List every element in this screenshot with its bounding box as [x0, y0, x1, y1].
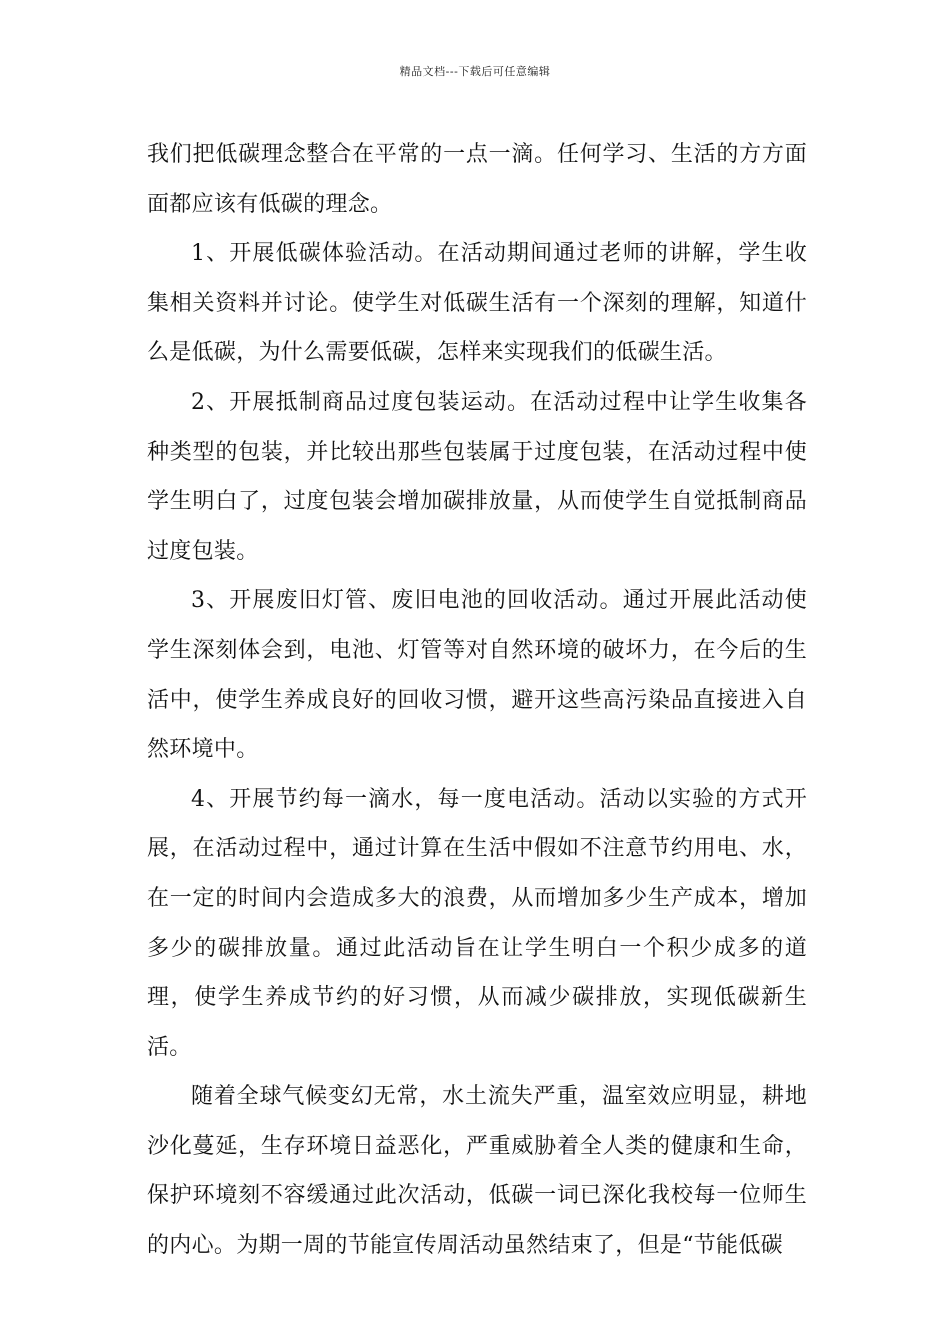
page-header: 精品文档---下载后可任意编辑: [399, 65, 551, 78]
paragraph-item-3: 3、开展废旧灯管、废旧电池的回收活动。通过开展此活动使学生深刻体会到，电池、灯管等对自然环境的破坏力，在今后的生活中，使学生养成良好的回收习惯，避开这些高污染品直接进入自然环境中。: [147, 588, 807, 763]
paragraph-intro: 我们把低碳理念整合在平常的一点一滴。任何学习、生活的方方面面都应该有低碳的理念。: [147, 142, 807, 217]
paragraph-conclusion: 随着全球气候变幻无常，水土流失严重，温室效应明显，耕地沙化蔓延，生存环境日益恶化，严重威胁着全人类的健康和生命，保护环境刻不容缓通过此次活动，低碳一词已深化我校每一位师生的内心。为期一周的节能宣传周活动虽然结束了，但是“节能低碳: [147, 1084, 807, 1259]
paragraph-item-4: 4、开展节约每一滴水，每一度电活动。活动以实验的方式开展，在活动过程中，通过计算在生活中假如不注意节约用电、水，在一定的时间内会造成多大的浪费，从而增加多少生产成本，增加多少的碳排放量。通过此活动旨在让学生明白一个积少成多的道理，使学生养成节约的好习惯，从而减少碳排放，实现低碳新生活。: [147, 786, 807, 1060]
paragraph-item-1: 1、开展低碳体验活动。在活动期间通过老师的讲解，学生收集相关资料并讨论。使学生对低碳生活有一个深刻的理解，知道什么是低碳，为什么需要低碳，怎样来实现我们的低碳生活。: [147, 241, 807, 366]
document-body: [147, 130, 807, 1271]
paragraph-item-2: 2、开展抵制商品过度包装运动。在活动过程中让学生收集各种类型的包装，并比较出那些包装属于过度包装，在活动过程中使学生明白了，过度包装会增加碳排放量，从而使学生自觉抵制商品过度包装。: [147, 389, 807, 564]
